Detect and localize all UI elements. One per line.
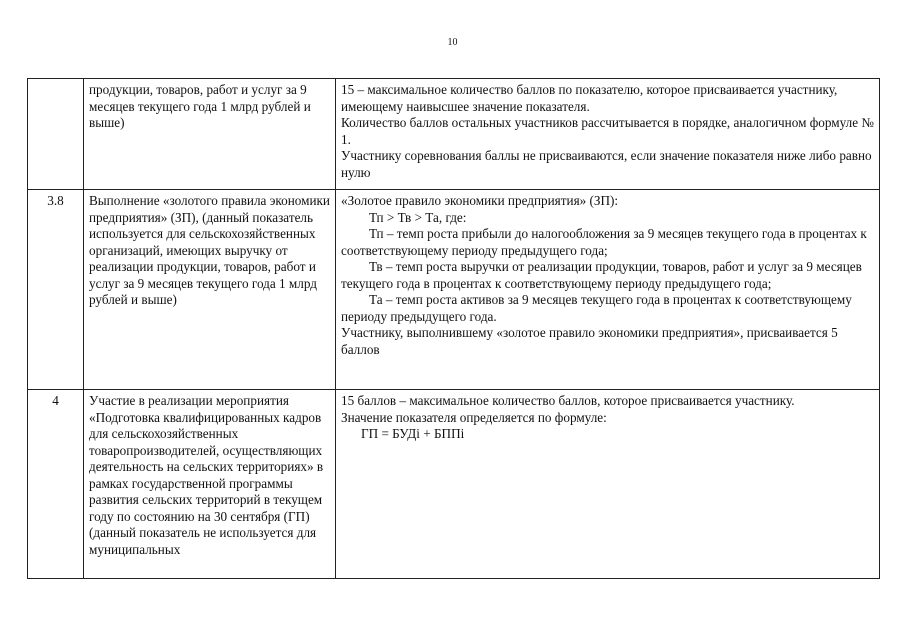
indicator-cell: Участие в реализации мероприятия «Подготовка квалифицированных кадров для сельскохозяйственных товаропроизводителей, осуществляющих деятельность на сельских территориях» в рамках государственной программы развития сельских территорий в текущем году по состоянию на 30 сентября (ГП) (данный показатель не используется для муниципальных (84, 390, 336, 579)
row-number: 4 (28, 390, 84, 579)
definition-tp: Тп – темп роста прибыли до налогообложения за 9 месяцев текущего года в процентах к соответствующему периоду предыдущего года; (341, 226, 867, 258)
description-cell (336, 79, 880, 190)
description-cell (336, 190, 880, 390)
formula-text: ГП = БУДi + БППi (361, 426, 465, 441)
description-text: Количество баллов остальных участников рассчитывается в порядке, аналогичном формуле № 1. (341, 115, 874, 147)
description-intro: «Золотое правило экономики предприятия» (ЗП): (341, 193, 619, 208)
description-text: 15 баллов – максимальное количество баллов, которое присваивается участнику. (341, 393, 795, 408)
description-result: Участнику, выполнившему «золотое правило экономики предприятия», присваивается 5 баллов (341, 325, 838, 357)
description-cell (336, 390, 880, 579)
criteria-table (27, 78, 880, 579)
definition-tv: Тв – темп роста выручки от реализации продукции, товаров, работ и услуг за 9 месяцев текущего года в процентах к соответствующему периоду предыдущего года; (341, 259, 862, 291)
description-text: Значение показателя определяется по формуле: (341, 409, 607, 425)
definition-ta: Та – темп роста активов за 9 месяцев текущего года в процентах к соответствующему периоду предыдущего года. (341, 292, 852, 324)
table-row (28, 190, 880, 390)
page-number: 10 (447, 37, 458, 48)
table-row (28, 79, 880, 190)
row-number (28, 79, 84, 190)
description-text: Участнику соревнования баллы не присваиваются, если значение показателя ниже либо равно нулю (341, 148, 872, 180)
formula-text: Тп > Тв > Та, где: (369, 209, 467, 225)
row-number: 3.8 (28, 190, 84, 390)
indicator-cell: продукции, товаров, работ и услуг за 9 месяцев текущего года 1 млрд рублей и выше) (84, 79, 336, 190)
indicator-cell: Выполнение «золотого правила экономики предприятия» (ЗП), (данный показатель используется для сельскохозяйственных организаций, имеющих выручку от реализации продукции, товаров, работ и услуг за 9 месяцев текущего года 1 млрд рублей и выше) (84, 190, 336, 390)
table-row (28, 390, 880, 579)
description-text: 15 – максимальное количество баллов по показателю, которое присваивается участнику, имеющему наивысшее значение показателя. (341, 82, 838, 114)
